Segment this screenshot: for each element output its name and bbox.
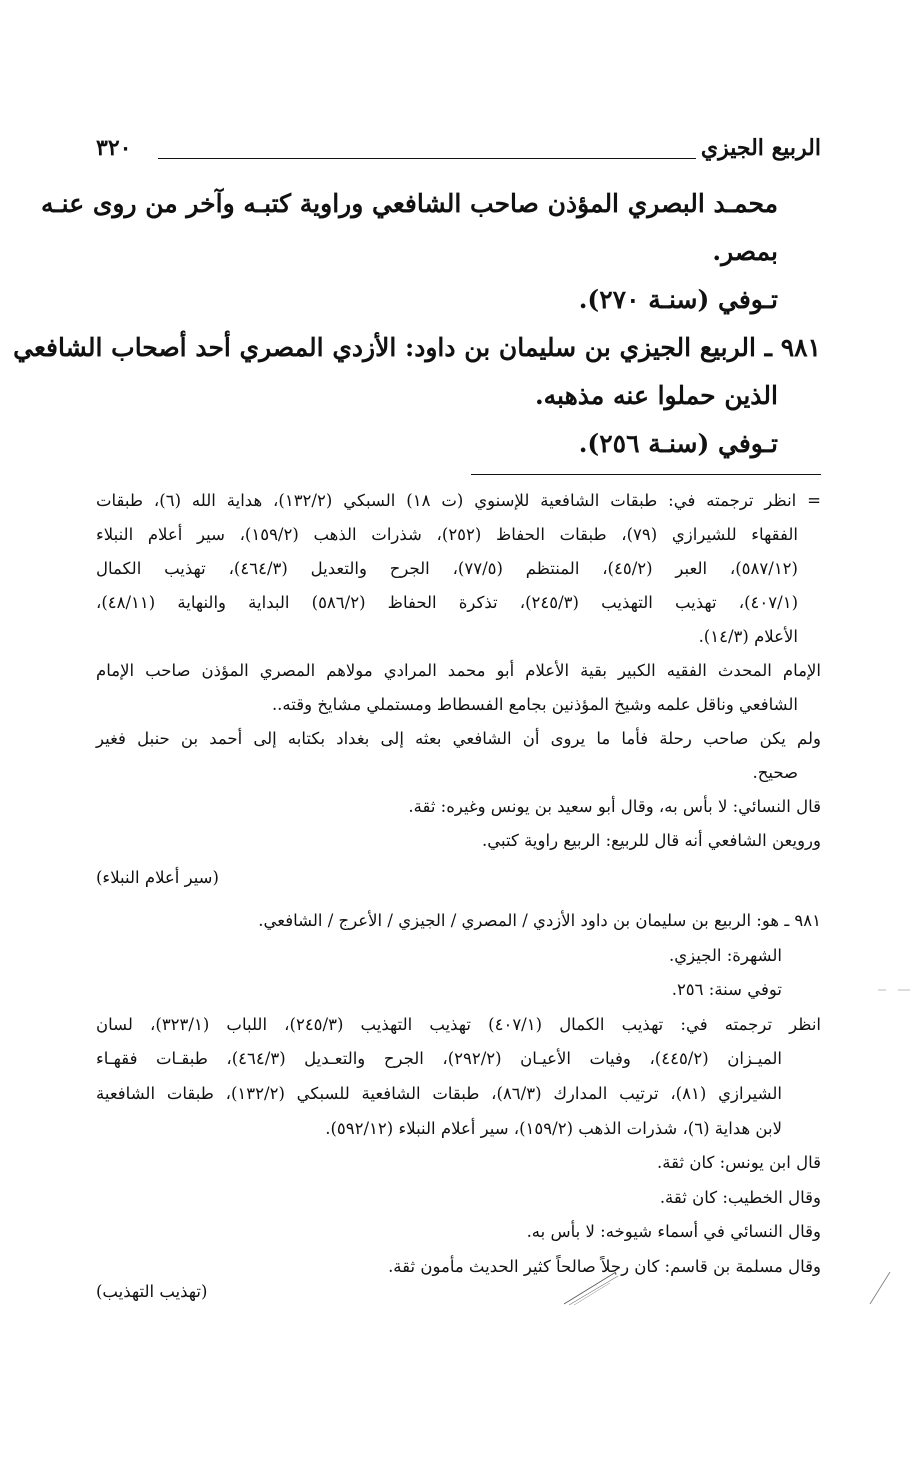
entry-heading: ٩٨١ ـ الربيع الجيزي بن سليمان بن داود: الأزدي المصري أحد أصحاب الشافعي: [13, 333, 821, 362]
note-line: الشيرازي (٨١)، ترتيب المدارك (٨٦/٣)، طبقات الشافعية للسبكي (١٣٢/٢)، طبقات الشافعية: [96, 1083, 782, 1103]
footnote-line: ولم يكن صاحب رحلة فأما ما يروى أن الشافعي بعثه إلى بغداد بكتابه إلى أحمد بن حنبل فغير: [96, 729, 821, 748]
note-line: الميـزان (٤٤٥/٢)، وفيات الأعيـان (٢٩٢/٢)، الجرح والتعـديل (٤٦٤/٣)، طبقـات فقهـاء: [96, 1049, 782, 1069]
note-line: انظر ترجمته في: تهذيب الكمال (٤٠٧/١) تهذيب التهذيب (٢٤٥/٣)، اللباب (٣٢٣/١)، لسان: [96, 1014, 821, 1034]
main-line: بمصر.: [712, 237, 778, 266]
notes-source: (تهذيب التهذيب): [96, 1282, 208, 1301]
footnote-separator: [471, 474, 821, 475]
main-line: تـوفي (سنـة ٢٧٠).: [578, 285, 778, 314]
scan-mark: [876, 980, 916, 1000]
note-line: وقال الخطيب: كان ثقة.: [659, 1187, 821, 1207]
running-header: [96, 133, 821, 173]
footnote-line: صحيح.: [752, 763, 798, 782]
main-text: [13, 180, 821, 468]
header-title: الربيع الجيزي: [700, 135, 821, 161]
main-line: الذين حملوا عنه مذهبه.: [534, 381, 778, 410]
footnote-line: الشافعي وناقل علمه وشيخ المؤذنين بجامع الفسطاط ومستملي مشايخ وقته..: [271, 695, 798, 714]
footnote-line: = انظر ترجمته في: طبقات الشافعية للإسنوي (ت ١٨) السبكي (١٣٢/٢)، هداية الله (٦)، طبقات: [96, 491, 821, 510]
editor-notes: [96, 904, 821, 1285]
pencil-mark: [560, 1268, 620, 1308]
main-line: تـوفي (سنـة ٢٥٦).: [578, 429, 778, 458]
note-line: وقال مسلمة بن قاسم: كان رجلاً صالحاً كثير الحديث مأمون ثقة.: [388, 1256, 821, 1276]
page-number: ٣٢٠: [96, 135, 132, 161]
footnote-line: (٤٠٧/١)، تهذيب التهذيب (٢٤٥/٣)، تذكرة الحفاظ (٥٨٦/٢) البداية والنهاية (٤٨/١١)،: [96, 593, 798, 612]
note-line: لابن هداية (٦)، شذرات الذهب (١٥٩/٢)، سير أعلام النبلاء (٥٩٢/١٢).: [325, 1118, 782, 1138]
header-rule: [158, 158, 696, 159]
footnote-line: الإمام المحدث الفقيه الكبير بقية الأعلام أبو محمد المرادي مولاهم المصري المؤذن صاحب الإمام: [96, 661, 821, 680]
footnote-line: (٥٨٧/١٢)، العبر (٤٥/٢)، المنتظم (٧٧/٥)، الجرح والتعديل (٤٦٤/٣)، تهذيب الكمال: [96, 559, 798, 578]
footnote-line: ورويعن الشافعي أنه قال للربيع: الربيع راوية كتبي.: [482, 831, 821, 850]
note-line: قال ابن يونس: كان ثقة.: [657, 1153, 821, 1173]
footnote-line: قال النسائي: لا بأس به، وقال أبو سعيد بن يونس وغيره: ثقة.: [408, 797, 821, 816]
footnote-line: الأعلام (١٤/٣).: [698, 627, 798, 646]
footnote-block: [96, 484, 821, 858]
note-line: الشهرة: الجيزي.: [669, 945, 782, 965]
scan-mark: [868, 1270, 892, 1306]
main-line: محمـد البصري المؤذن صاحب الشافعي وراوية كتبـه وآخر من روى عنـه: [40, 189, 778, 218]
footnote-source: (سير أعلام النبلاء): [96, 868, 219, 887]
note-line: توفي سنة: ٢٥٦.: [671, 980, 782, 1000]
note-heading: ٩٨١ ـ هو: الربيع بن سليمان بن داود الأزدي / المصري / الجيزي / الأعرج / الشافعي.: [258, 911, 821, 930]
footnote-line: الفقهاء للشيرازي (٧٩)، طبقات الحفاظ (٢٥٢)، شذرات الذهب (١٥٩/٢)، سير أعلام النبلاء: [96, 525, 798, 544]
note-line: وقال النسائي في أسماء شيوخه: لا بأس به.: [526, 1222, 821, 1242]
